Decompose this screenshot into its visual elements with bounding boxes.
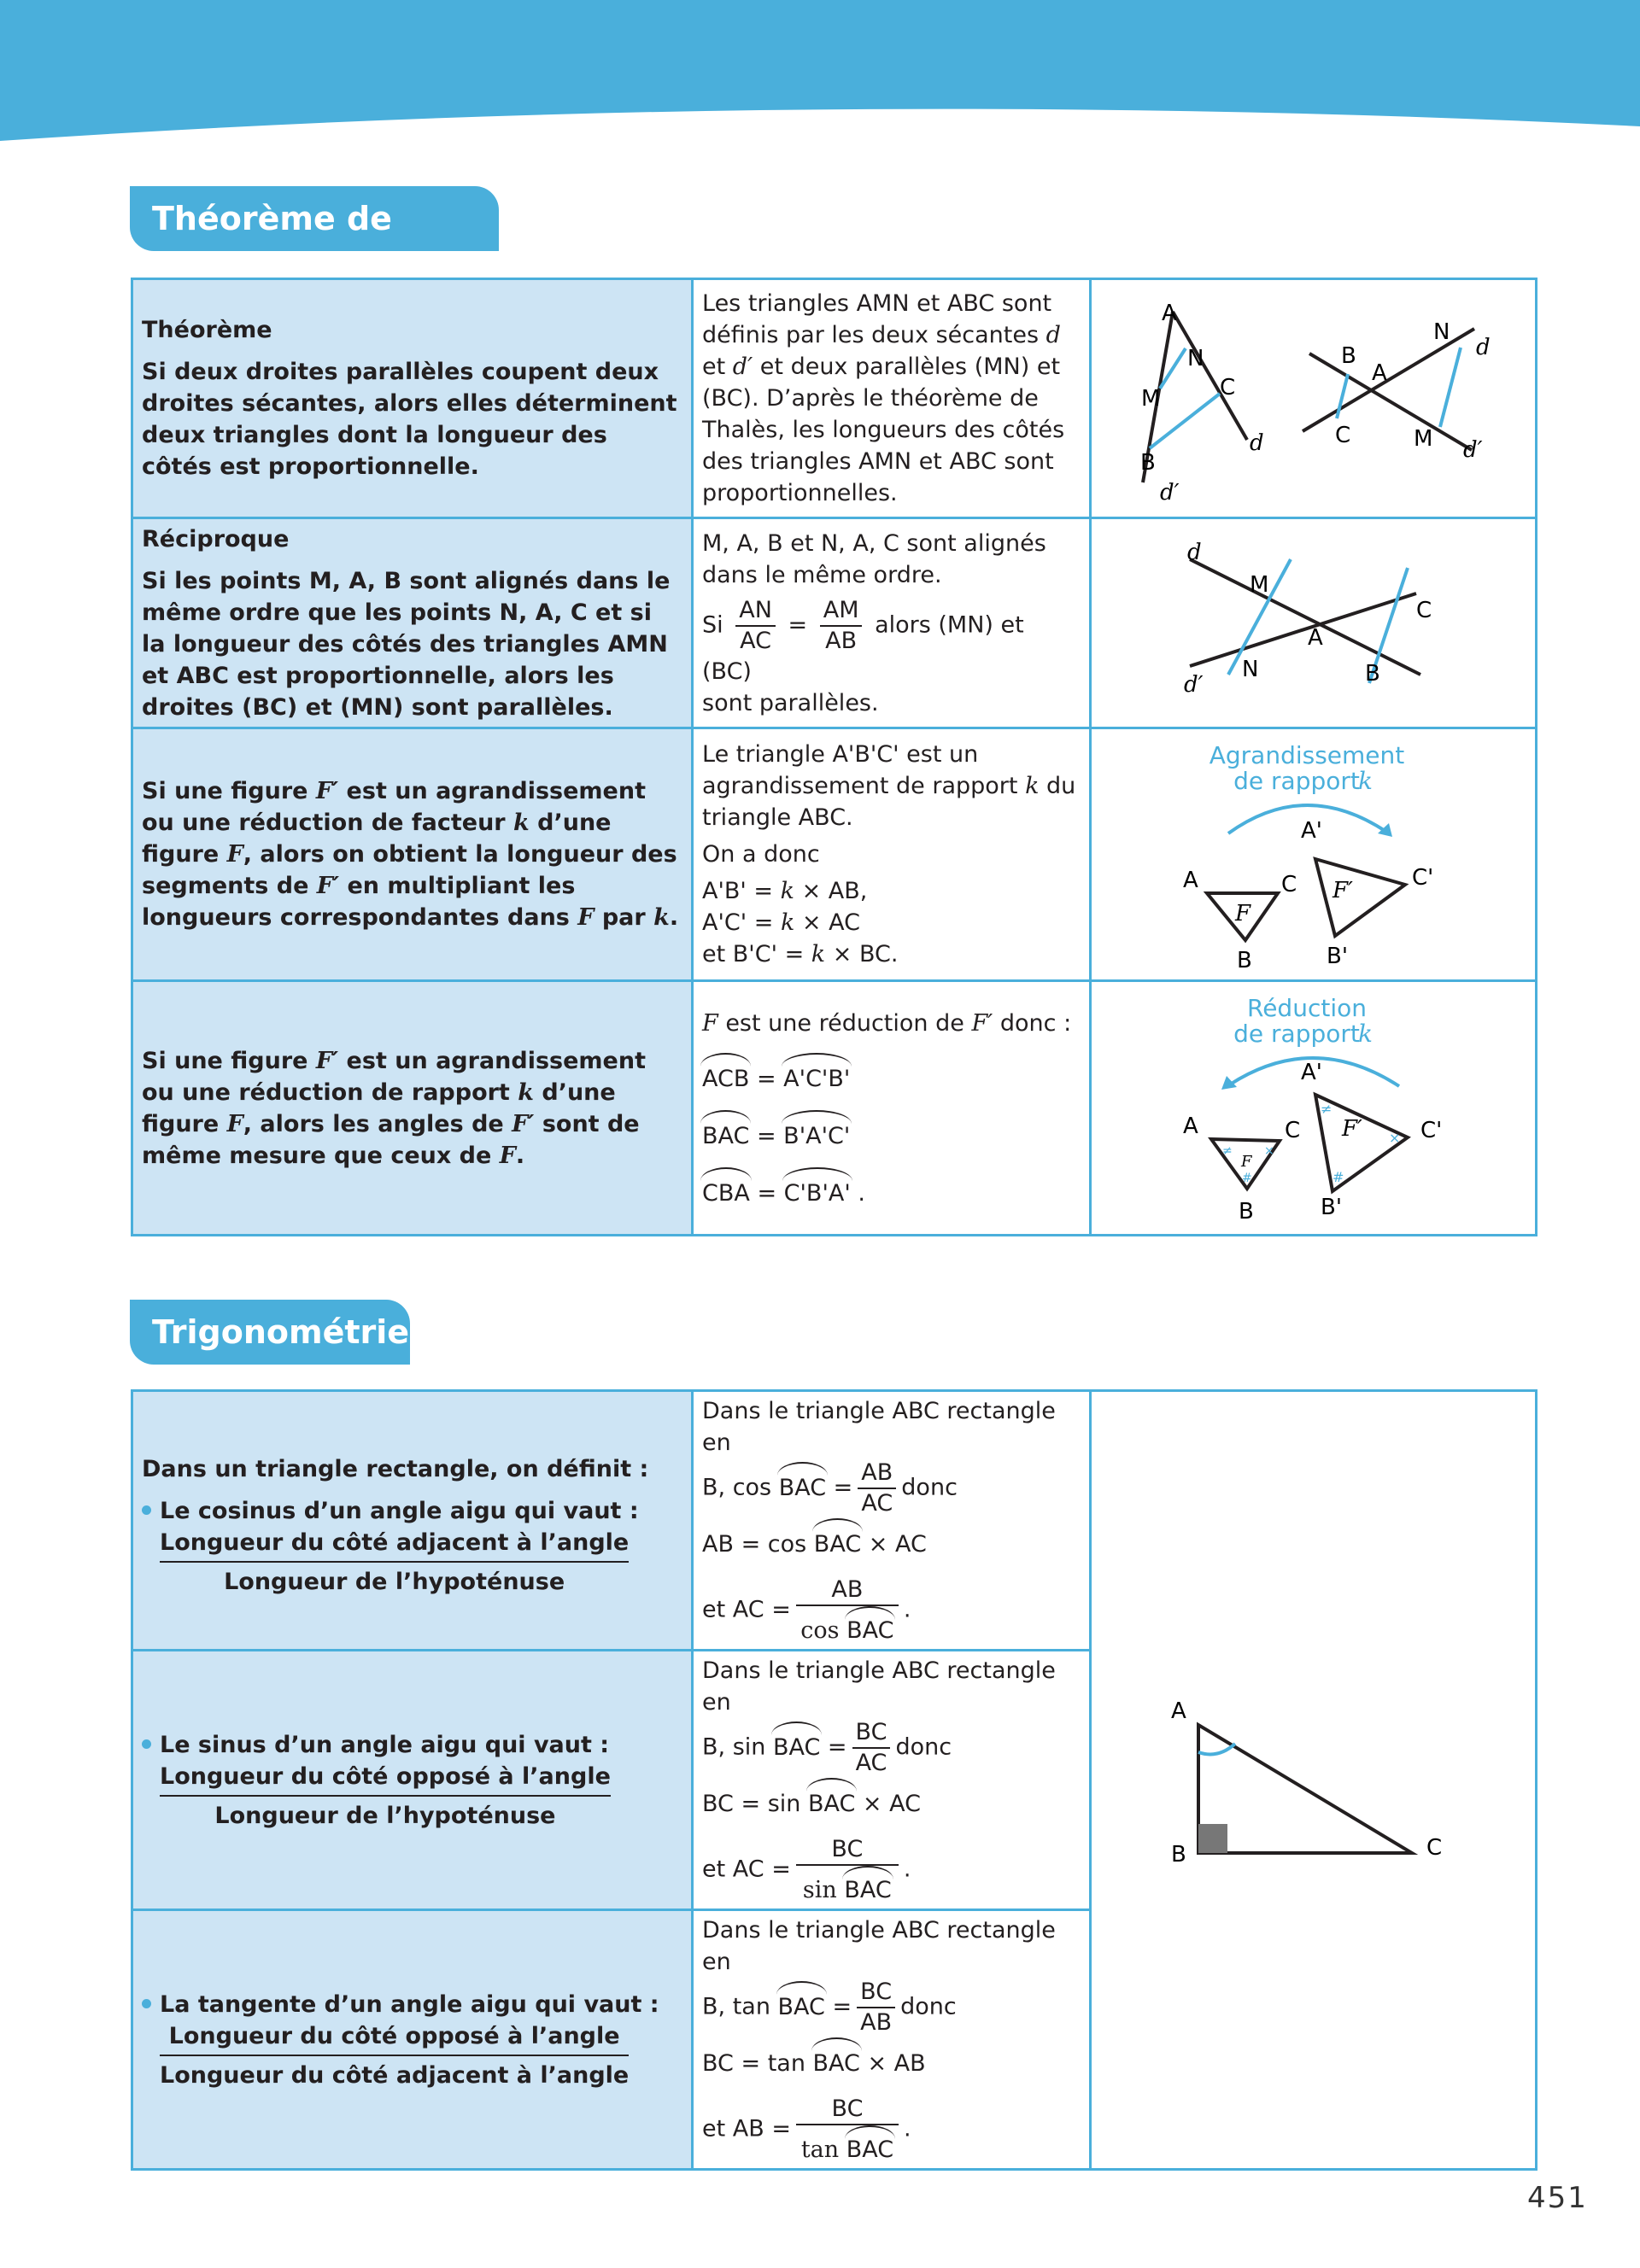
tan-ex3b: × AB: [859, 2050, 926, 2077]
label-Aprime: A': [1301, 817, 1322, 844]
enl-ex1: Le triangle A'B'C' est un agrandissement de rapport: [702, 741, 1026, 799]
triangle-Fprime: [1315, 859, 1405, 936]
sin-ex4-num: BC: [796, 1835, 899, 1866]
fraction-an-ac: [735, 596, 776, 656]
cos-frac-num: AB: [858, 1458, 896, 1489]
angles-statement: [142, 1045, 681, 1172]
tan-ex4: [702, 2095, 1081, 2165]
sin-donc: donc: [895, 1733, 952, 1761]
tan-ex3a: BC = tan: [702, 2050, 813, 2077]
enl-s7: .: [669, 904, 679, 931]
label-B-right: B: [1341, 342, 1356, 369]
label-B: B: [1237, 947, 1252, 973]
enl-s4: , alors on obtient la longueur des segments de: [142, 841, 677, 899]
enlargement-figure-cell: [1091, 728, 1537, 981]
angle-CBA: CBA: [702, 1176, 750, 1209]
tan-ratio: [160, 2020, 629, 2091]
label-Fprime: F′: [1342, 1115, 1362, 1142]
enl-f4: F: [577, 904, 594, 931]
cos-ex4-den: [796, 1606, 899, 1645]
sin-angle-3: BAC: [844, 1874, 891, 1905]
trigo-title-text: Trigonométrie: [152, 1313, 410, 1351]
sin-ex3a: BC = sin: [702, 1791, 808, 1817]
label-B: B: [1171, 1841, 1186, 1868]
enlargement-eq1: [702, 875, 1081, 907]
tan-fraction: [857, 1978, 895, 2037]
tan-example-cell: [693, 1910, 1091, 2170]
ang-s3: d’une figure: [142, 1078, 616, 1137]
tan-frac-num: BC: [857, 1978, 895, 2008]
ang-f4: F: [499, 1142, 516, 1169]
enl-f2: F: [226, 841, 243, 868]
enl-s2: est un agrandissement ou une réduction de facteur: [142, 778, 647, 836]
right-triangle-figure: [1092, 1400, 1532, 2160]
tan-ex2a: B, tan: [702, 1993, 778, 2020]
label-A: A: [1183, 1113, 1198, 1139]
sin-frac-den: AC: [855, 1750, 887, 1776]
thales-row-angles: [132, 981, 1537, 1236]
sin-definition-cell: [132, 1651, 693, 1910]
angle-ApCpBp: A'C'B': [783, 1061, 850, 1095]
theorem-example-part1: Les triangles AMN et ABC sont définis par les deux sécantes: [702, 290, 1052, 348]
label-Cprime: C': [1412, 864, 1434, 891]
angle-mark-Cp: ×: [1389, 1129, 1401, 1146]
fraction-ab: AB: [825, 627, 858, 654]
sin-ex3b: × AC: [855, 1791, 921, 1817]
enl-eq2k: k: [780, 909, 795, 936]
label-C: C: [1426, 1834, 1443, 1861]
enl-eq1b: × AB,: [794, 878, 868, 904]
cos-ratio-num: Longueur du côté adjacent à l’angle: [160, 1527, 629, 1563]
angle-eq2-sign: =: [749, 1122, 784, 1149]
ang-s4: , alors les angles de: [243, 1110, 512, 1137]
sin-angle: BAC: [773, 1730, 820, 1763]
trigo-figure-cell: [1091, 1391, 1537, 2170]
trigo-row-cos: [132, 1391, 1537, 1651]
enl-f1: F′: [315, 778, 339, 804]
ang-s5: sont de même mesure que ceux de: [142, 1110, 640, 1169]
enlargement-donc: On a donc: [702, 841, 820, 868]
sin-ex1: Dans le triangle ABC rectangle en: [702, 1657, 1056, 1716]
angle-eq3-end: .: [850, 1179, 865, 1207]
angle-mark-Bp: #: [1332, 1168, 1344, 1185]
angle-eq2: [702, 1119, 1081, 1152]
enl-ex-k: k: [1025, 773, 1040, 799]
cos-ex2: [702, 1458, 1081, 1518]
enlargement-example: [702, 739, 1081, 833]
cos-angle-2: BAC: [814, 1527, 861, 1560]
cos-ex1: Dans le triangle ABC rectangle en: [702, 1398, 1056, 1456]
sin-ex4-dot: .: [903, 1856, 911, 1883]
reciprocal-statement-cell: [132, 518, 693, 728]
tan-angle-3: BAC: [846, 2134, 893, 2165]
reciprocal-example-line1: M, A, B et N, A, C sont alignés dans le même ordre.: [702, 529, 1046, 588]
cos-ex4-dot: .: [903, 1596, 911, 1623]
cos-ex3a: AB = cos: [702, 1531, 814, 1558]
tan-ex1: Dans le triangle ABC rectangle en: [702, 1917, 1056, 1975]
reciprocal-statement: Si les points M, A, B sont alignés dans le même ordre que les points N, A, C et si la longueur des côtés des triangles AMN et ABC est proportionnelle, alors les droites (BC) et (MN) sont parallèles.: [142, 567, 671, 721]
reciprocal-figure-cell: [1091, 518, 1537, 728]
sin-ex4-den-fn: sin: [802, 1877, 845, 1903]
reduction-fig-title: Réduction: [1247, 993, 1367, 1022]
sin-ex4-fraction: [796, 1835, 899, 1905]
enl-k: k: [513, 810, 530, 836]
thales-row-theorem: [132, 279, 1537, 518]
tan-definition: [142, 1989, 681, 2091]
section-title-thales: [130, 186, 499, 251]
ang-s2: est un agrandissement ou une réduction de rapport: [142, 1047, 647, 1106]
cos-ex2b: =: [826, 1474, 853, 1501]
ang-s1: Si une figure: [142, 1047, 316, 1074]
tan-frac-den: AB: [860, 2009, 893, 2036]
cos-ex2a: B, cos: [702, 1474, 779, 1501]
cos-ex4-num: AB: [796, 1575, 899, 1606]
reciprocal-example-cell: [693, 518, 1091, 728]
sin-ex4-den: [796, 1866, 899, 1905]
red-fig-sub-text: de rapport: [1233, 1019, 1360, 1048]
reciprocal-equals: =: [788, 611, 808, 638]
cos-ex4-fraction: [796, 1575, 899, 1645]
cos-ex4-den-fn: cos: [800, 1617, 847, 1644]
enl-s3: d’une figure: [142, 810, 612, 868]
enl-s5: en multipliant les longueurs correspondantes dans: [142, 873, 578, 931]
tan-ex3: [702, 2046, 1081, 2079]
angle-CpBpAp: C'B'A': [784, 1176, 851, 1209]
cos-ratio: [160, 1527, 629, 1598]
label-Bprime: B': [1327, 943, 1348, 969]
reciprocal-example-line2: [702, 596, 1081, 687]
enlargement-fig-subtitle: [1233, 767, 1360, 795]
angle-ACB: ACB: [702, 1061, 749, 1095]
cos-definition: [142, 1495, 681, 1598]
cos-ex3b: × AC: [861, 1531, 927, 1558]
tan-ex4a: et AB =: [702, 2115, 791, 2142]
tan-ratio-den: Longueur du côté adjacent à l’angle: [160, 2061, 630, 2089]
theorem-example-dprime: d′: [732, 354, 753, 380]
parallel-bc-right: [1337, 374, 1348, 418]
fraction-ac: AC: [740, 627, 771, 654]
enlargement-eq3: [702, 938, 1081, 970]
reciprocal-si: Si: [702, 611, 723, 638]
theorem-example-part2: et: [702, 354, 733, 380]
label-dprime-right: d′: [1463, 436, 1483, 463]
theorem-example-part3: et deux parallèles (MN) et (BC). D’après le théorème de Thalès, les longueurs des côtés des triangles AMN et ABC sont proportionnelles.: [702, 354, 1065, 506]
theorem-example-cell: [693, 279, 1091, 518]
parallel-mn-right: [1440, 348, 1461, 427]
ang-k: k: [518, 1078, 534, 1106]
sin-ratio: [160, 1761, 611, 1832]
tan-donc: donc: [900, 1993, 957, 2020]
thales-figure: [1092, 282, 1532, 516]
angle-mark-B: #: [1242, 1171, 1252, 1185]
enlargement-statement: [142, 775, 681, 933]
cos-angle-3: BAC: [846, 1615, 893, 1645]
label-C: C: [1281, 871, 1297, 897]
ang-ex1: est une réduction de: [718, 1009, 972, 1037]
tan-ex4-num: BC: [796, 2095, 899, 2125]
tan-angle-2: BAC: [813, 2046, 860, 2079]
sin-ex2: [702, 1718, 1081, 1778]
enl-s1: Si une figure: [142, 778, 316, 804]
ang-ex-fp: F′: [971, 1009, 993, 1037]
label-B: B: [1140, 449, 1156, 476]
trigo-table: [131, 1389, 1538, 2171]
thales-row-reciprocal: [132, 518, 1537, 728]
cos-angle: BAC: [779, 1470, 826, 1504]
sin-ex3: [702, 1786, 1081, 1820]
label-A: A: [1162, 300, 1177, 326]
label-A-right: A: [1372, 359, 1387, 386]
bullet-icon: [142, 1505, 151, 1515]
sin-angle-2: BAC: [808, 1786, 855, 1820]
label-Fprime: F′: [1332, 877, 1353, 903]
angle-eq1: [702, 1061, 1081, 1095]
label-d: d: [1187, 539, 1202, 565]
label-C: C: [1220, 374, 1236, 400]
tan-ex2b: =: [824, 1993, 852, 2020]
label-A: A: [1171, 1698, 1186, 1724]
cos-ex4: [702, 1575, 1081, 1645]
label-N-right: N: [1433, 319, 1450, 345]
ang-f1: F′: [315, 1047, 339, 1074]
ang-f2: F: [226, 1110, 243, 1137]
enl-f3: F′: [316, 873, 340, 899]
label-C-right: C: [1335, 422, 1351, 448]
sin-ex2a: B, sin: [702, 1733, 773, 1761]
cos-frac-den: AC: [861, 1490, 893, 1517]
label-F: F: [1241, 1152, 1252, 1171]
enl-eq3b: × BC.: [825, 941, 899, 967]
label-A: A: [1308, 624, 1323, 651]
enl-fig-k: k: [1358, 766, 1373, 795]
cos-ratio-den: Longueur de l’hypoténuse: [224, 1569, 565, 1595]
bullet-icon: [142, 1739, 151, 1749]
label-C: C: [1416, 597, 1432, 623]
label-A: A: [1183, 867, 1198, 893]
sin-definition: [142, 1729, 681, 1832]
sin-frac-num: BC: [852, 1718, 891, 1749]
tan-ex4-fraction: [796, 2095, 899, 2165]
sin-ratio-den: Longueur de l’hypoténuse: [214, 1802, 556, 1829]
label-N: N: [1242, 656, 1259, 682]
secant-d: [1190, 559, 1420, 675]
theorem-statement: Si deux droites parallèles coupent deux droites sécantes, alors elles déterminent deux triangles dont la longueur des côtés est proportionnelle.: [142, 359, 677, 480]
sin-ex4: [702, 1835, 1081, 1905]
angle-BpApCp: B'A'C': [783, 1119, 850, 1152]
enl-eq1k: k: [780, 878, 795, 904]
enlargement-statement-cell: [132, 728, 693, 981]
section-title-trigo: [130, 1300, 410, 1365]
cos-label: Le cosinus d’un angle aigu qui vaut :: [160, 1498, 639, 1524]
tan-definition-cell: [132, 1910, 693, 2170]
enlargement-eq2: [702, 907, 1081, 938]
label-dprime: d′: [1160, 479, 1180, 506]
label-M: M: [1141, 385, 1161, 412]
triangle-ABC: [1198, 1725, 1412, 1853]
enl-eq2a: A'C' =: [702, 909, 781, 936]
red-fig-k: k: [1358, 1019, 1373, 1048]
enl-ex2: du triangle ABC.: [702, 773, 1076, 831]
enlargement-fig-title: Agrandissement: [1209, 740, 1405, 769]
cos-example-cell: [693, 1391, 1091, 1651]
angles-figure-cell: [1091, 981, 1537, 1236]
label-B: B: [1239, 1198, 1254, 1225]
thales-row-enlargement: [132, 728, 1537, 981]
reduction-figure: [1092, 984, 1532, 1233]
cos-fraction: [858, 1458, 896, 1518]
tan-ex4-den: [796, 2125, 899, 2165]
tan-ratio-num: Longueur du côté opposé à l’angle: [160, 2020, 629, 2056]
thales-table: [131, 278, 1538, 1236]
theorem-heading: Théorème: [142, 317, 272, 343]
reciprocal-figure: [1092, 521, 1532, 726]
theorem-example: [702, 288, 1081, 509]
enl-k2: k: [653, 904, 670, 931]
label-d-right: d: [1476, 334, 1491, 360]
cos-ex3: [702, 1527, 1081, 1560]
sin-example-cell: [693, 1651, 1091, 1910]
tan-ex2: [702, 1978, 1081, 2037]
angles-statement-cell: [132, 981, 693, 1236]
label-Aprime: A': [1301, 1059, 1322, 1085]
angle-mark-A: ≠: [1222, 1143, 1233, 1158]
label-dprime: d′: [1184, 671, 1204, 698]
cos-ex4a: et AC =: [702, 1596, 791, 1623]
sin-label: Le sinus d’un angle aigu qui vaut :: [160, 1731, 610, 1758]
angle-eq3: [702, 1176, 1081, 1209]
reciprocal-example-line3: sont parallèles.: [702, 689, 879, 716]
ang-s6: .: [515, 1142, 525, 1169]
label-d: d: [1250, 430, 1264, 456]
tan-label: La tangente d’un angle aigu qui vaut :: [160, 1990, 659, 2018]
label-F: F: [1235, 900, 1251, 926]
sin-ratio-num: Longueur du côté opposé à l’angle: [160, 1761, 611, 1797]
angle-mark-C: ×: [1264, 1143, 1274, 1158]
angle-eq3-sign: =: [749, 1179, 784, 1207]
ang-f3: F′: [512, 1110, 535, 1137]
reciprocal-alors: alors (MN) et (BC): [702, 611, 1024, 685]
fraction-am-ab: [820, 596, 863, 656]
angles-example-cell: [693, 981, 1091, 1236]
enl-eq1a: A'B' =: [702, 878, 781, 904]
ang-ex-f: F: [702, 1009, 718, 1037]
angle-eq1-sign: =: [749, 1065, 784, 1092]
sin-ex2b: =: [820, 1733, 847, 1761]
sin-fraction: [852, 1718, 891, 1778]
enl-eq2b: × AC: [794, 909, 860, 936]
label-N: N: [1187, 345, 1204, 371]
enlargement-arrowhead: [1378, 823, 1392, 837]
top-banner: [0, 0, 1640, 145]
label-B: B: [1365, 660, 1380, 687]
reduction-fig-subtitle: [1233, 1020, 1360, 1048]
theorem-statement-cell: [132, 279, 693, 518]
tan-ex4-dot: .: [903, 2115, 911, 2142]
enl-s6: par: [594, 904, 654, 931]
trigo-intro: Dans un triangle rectangle, on définit :: [142, 1456, 649, 1482]
tan-ex4-den-fn: tan: [800, 2136, 846, 2163]
enl-eq3k: k: [811, 941, 826, 967]
reciprocal-heading: Réciproque: [142, 525, 290, 552]
enlargement-figure: [1092, 731, 1532, 979]
angles-example-intro: [702, 1008, 1081, 1039]
fraction-am: AM: [820, 596, 863, 627]
label-M: M: [1250, 571, 1269, 598]
right-angle-mark: [1198, 1824, 1227, 1853]
label-M-right: M: [1414, 425, 1433, 452]
sin-ex4a: et AC =: [702, 1856, 791, 1883]
theorem-example-d: d: [1046, 322, 1061, 348]
angle-mark-Ap: ≠: [1321, 1100, 1332, 1117]
page-number: 451: [1527, 2181, 1588, 2215]
bullet-icon: [142, 1999, 151, 2008]
enlargement-example-cell: [693, 728, 1091, 981]
label-C: C: [1285, 1117, 1301, 1143]
theorem-figure-cell: [1091, 279, 1537, 518]
enl-eq3a: et B'C' =: [702, 941, 811, 967]
cos-donc: donc: [901, 1474, 958, 1501]
enl-fig-sub-text: de rapport: [1233, 766, 1360, 795]
label-Bprime: B': [1321, 1194, 1342, 1220]
label-Cprime: C': [1420, 1117, 1443, 1143]
thales-title-text: Théorème de: [152, 200, 392, 237]
ang-ex2: donc :: [993, 1009, 1072, 1037]
fraction-an: AN: [735, 596, 776, 627]
angle-BAC: BAC: [702, 1119, 749, 1152]
cos-definition-cell: [132, 1391, 693, 1651]
tan-angle: BAC: [778, 1990, 825, 2023]
